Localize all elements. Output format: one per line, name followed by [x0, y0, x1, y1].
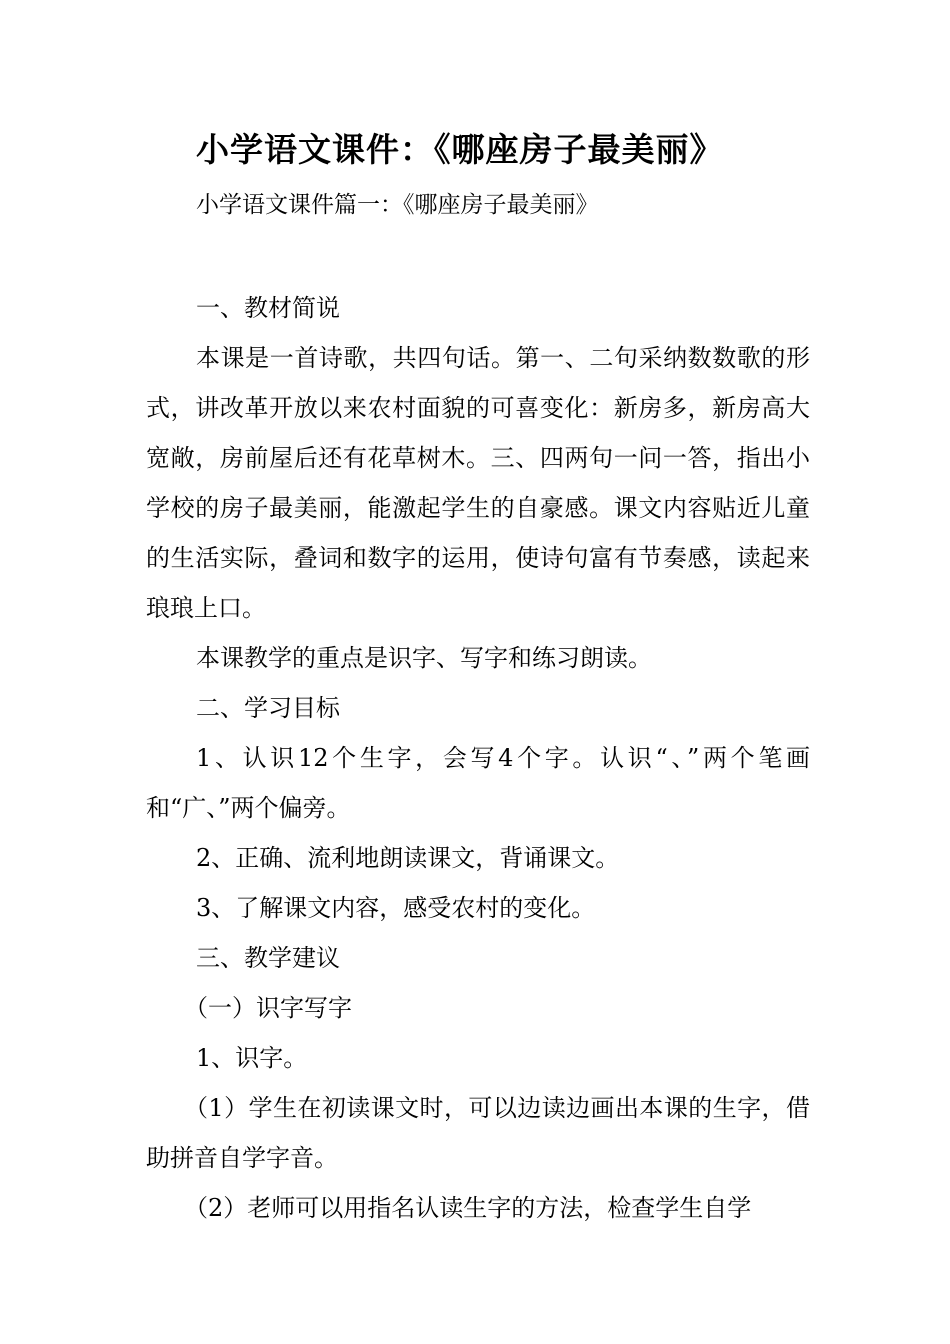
paragraph: 本课教学的重点是识字、写字和练习朗读。 [196, 644, 652, 672]
list-item: （2）老师可以用指名认读生字的方法，检查学生自学 [184, 1194, 752, 1222]
document-body [146, 283, 810, 1233]
list-item: 1、识字。 [196, 1044, 308, 1072]
list-item: 2、正确、流利地朗读课文，背诵课文。 [196, 844, 620, 872]
list-item: 3、了解课文内容，感受农村的变化。 [196, 894, 596, 922]
paragraph: 本课是一首诗歌，共四句话。第一、二句采纳数数歌的形式，讲改革开放以来农村面貌的可喜变化：新房多，新房高大宽敞，房前屋后还有花草树木。三、四两句一问一答，指出小学校的房子最美丽，能激起学生的自豪感。课文内容贴近儿童的生活实际，叠词和数字的运用，使诗句富有节奏感，读起来琅琅上口。 [146, 344, 810, 622]
document-subtitle: 小学语文课件篇一：《哪座房子最美丽》 [196, 192, 599, 218]
document-title: 小学语文课件：《哪座房子最美丽》 [196, 130, 724, 169]
section-heading: 一、教材简说 [196, 294, 340, 322]
section-heading: 二、学习目标 [196, 694, 340, 722]
subsection-heading: （一）识字写字 [184, 994, 352, 1022]
list-item: 1、认识12个生字，会写4个字。认识“、”两个笔画和“广、”两个偏旁。 [146, 744, 810, 822]
section-heading: 三、教学建议 [196, 944, 340, 972]
list-item: （1）学生在初读课文时，可以边读边画出本课的生字，借助拼音自学字音。 [146, 1094, 810, 1172]
